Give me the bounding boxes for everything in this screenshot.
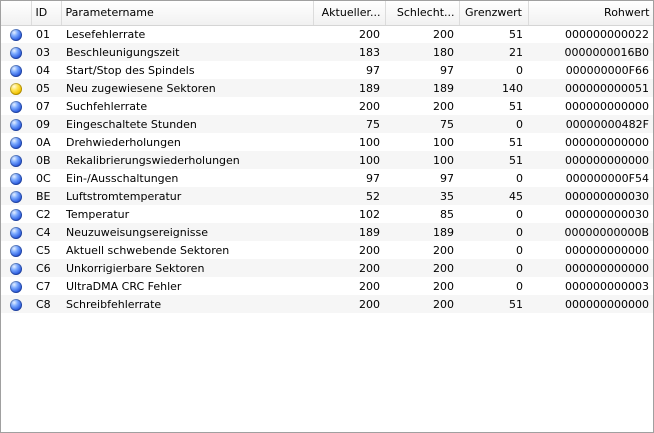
smart-table bbox=[1, 1, 654, 313]
blue-status-icon bbox=[10, 227, 22, 239]
status-cell bbox=[1, 169, 31, 187]
worst-value: 189 bbox=[385, 79, 459, 97]
table-header bbox=[1, 1, 654, 25]
current-value: 97 bbox=[366, 171, 380, 185]
current-value: 200 bbox=[359, 243, 380, 257]
raw-value: 000000000F54 bbox=[565, 171, 649, 185]
status-cell bbox=[1, 133, 31, 151]
raw-value: 000000000F66 bbox=[565, 63, 649, 77]
raw-value: 000000000003 bbox=[565, 279, 649, 293]
status-cell bbox=[1, 25, 31, 43]
threshold-value: 0 bbox=[459, 115, 528, 133]
status-cell bbox=[1, 43, 31, 61]
threshold-value: 0 bbox=[459, 259, 528, 277]
current-value: 189 bbox=[313, 223, 385, 241]
worst-value: 100 bbox=[433, 135, 454, 149]
threshold-value: 0 bbox=[516, 207, 523, 221]
table-row[interactable] bbox=[1, 79, 654, 97]
attribute-name: Luftstromtemperatur bbox=[61, 187, 313, 205]
current-value: 189 bbox=[313, 79, 385, 97]
attribute-name: Lesefehlerrate bbox=[66, 27, 146, 41]
table-row[interactable] bbox=[1, 241, 654, 259]
table-row[interactable] bbox=[1, 169, 654, 187]
raw-value: 000000000051 bbox=[528, 79, 654, 97]
current-value: 75 bbox=[313, 115, 385, 133]
attribute-id: 05 bbox=[31, 79, 61, 97]
status-cell bbox=[1, 277, 31, 295]
attribute-id: C8 bbox=[31, 295, 61, 313]
status-cell bbox=[1, 223, 31, 241]
attribute-id: 07 bbox=[36, 99, 50, 113]
raw-value: 000000000000 bbox=[565, 99, 649, 113]
column-header-threshold[interactable]: Grenzwert bbox=[459, 1, 528, 25]
table-row[interactable] bbox=[1, 115, 654, 133]
worst-value: 97 bbox=[440, 171, 454, 185]
threshold-value: 0 bbox=[516, 63, 523, 77]
attribute-id: 0B bbox=[31, 151, 61, 169]
table-row[interactable] bbox=[1, 295, 654, 313]
worst-value: 200 bbox=[433, 99, 454, 113]
raw-value: 000000000030 bbox=[528, 187, 654, 205]
blue-status-icon bbox=[10, 191, 22, 203]
threshold-value: 0 bbox=[516, 243, 523, 257]
attribute-id: 04 bbox=[36, 63, 50, 77]
worst-value: 85 bbox=[440, 207, 454, 221]
status-cell bbox=[1, 79, 31, 97]
attribute-id: 01 bbox=[36, 27, 50, 41]
raw-value: 000000000030 bbox=[565, 207, 649, 221]
column-header-id[interactable]: ID bbox=[31, 1, 61, 25]
column-header-current[interactable]: Aktueller... bbox=[313, 1, 385, 25]
current-value: 100 bbox=[313, 151, 385, 169]
table-row[interactable] bbox=[1, 259, 654, 277]
threshold-value: 21 bbox=[459, 43, 528, 61]
table-row[interactable] bbox=[1, 61, 654, 79]
blue-status-icon bbox=[10, 119, 22, 131]
column-header-raw[interactable]: Rohwert bbox=[528, 1, 654, 25]
threshold-value: 45 bbox=[459, 187, 528, 205]
blue-status-icon bbox=[10, 137, 22, 149]
worst-value: 200 bbox=[433, 27, 454, 41]
current-value: 200 bbox=[359, 99, 380, 113]
table-row[interactable] bbox=[1, 97, 654, 115]
current-value: 97 bbox=[366, 63, 380, 77]
attribute-name: Aktuell schwebende Sektoren bbox=[66, 243, 230, 257]
blue-status-icon bbox=[10, 209, 22, 221]
raw-value: 000000000000 bbox=[528, 151, 654, 169]
attribute-id: C7 bbox=[36, 279, 51, 293]
blue-status-icon bbox=[10, 65, 22, 77]
raw-value: 00000000482F bbox=[528, 115, 654, 133]
table-row[interactable] bbox=[1, 151, 654, 169]
raw-value: 000000000000 bbox=[565, 135, 649, 149]
raw-value: 000000000000 bbox=[528, 259, 654, 277]
status-cell bbox=[1, 259, 31, 277]
attribute-id: C4 bbox=[31, 223, 61, 241]
blue-status-icon bbox=[10, 281, 22, 293]
current-value: 200 bbox=[313, 259, 385, 277]
worst-value: 35 bbox=[385, 187, 459, 205]
raw-value: 000000000022 bbox=[565, 27, 649, 41]
attribute-id: 0C bbox=[36, 171, 51, 185]
column-header-name[interactable]: Parametername bbox=[61, 1, 313, 25]
status-cell bbox=[1, 97, 31, 115]
attribute-name: Start/Stop des Spindels bbox=[66, 63, 195, 77]
current-value: 102 bbox=[359, 207, 380, 221]
column-header-worst[interactable]: Schlecht... bbox=[385, 1, 459, 25]
raw-value: 0000000016B0 bbox=[528, 43, 654, 61]
status-cell bbox=[1, 61, 31, 79]
status-cell bbox=[1, 205, 31, 223]
threshold-value: 0 bbox=[459, 223, 528, 241]
table-row[interactable] bbox=[1, 187, 654, 205]
threshold-value: 0 bbox=[516, 171, 523, 185]
worst-value: 200 bbox=[385, 295, 459, 313]
attribute-name: Suchfehlerrate bbox=[66, 99, 148, 113]
threshold-value: 51 bbox=[509, 27, 523, 41]
attribute-id: C6 bbox=[31, 259, 61, 277]
table-row[interactable] bbox=[1, 133, 654, 151]
attribute-name: Rekalibrierungswiederholungen bbox=[61, 151, 313, 169]
status-cell bbox=[1, 151, 31, 169]
threshold-value: 140 bbox=[459, 79, 528, 97]
attribute-name: Neu zugewiesene Sektoren bbox=[61, 79, 313, 97]
table-body bbox=[1, 25, 654, 313]
worst-value: 97 bbox=[440, 63, 454, 77]
current-value: 183 bbox=[313, 43, 385, 61]
attribute-name: Eingeschaltete Stunden bbox=[61, 115, 313, 133]
attribute-name: Schreibfehlerrate bbox=[61, 295, 313, 313]
worst-value: 180 bbox=[385, 43, 459, 61]
table-row[interactable] bbox=[1, 205, 654, 223]
attribute-name: Unkorrigierbare Sektoren bbox=[61, 259, 313, 277]
threshold-value: 51 bbox=[509, 99, 523, 113]
worst-value: 189 bbox=[385, 223, 459, 241]
blue-status-icon bbox=[10, 263, 22, 275]
attribute-name: UltraDMA CRC Fehler bbox=[66, 279, 182, 293]
current-value: 200 bbox=[359, 27, 380, 41]
blue-status-icon bbox=[10, 47, 22, 59]
worst-value: 75 bbox=[385, 115, 459, 133]
status-cell bbox=[1, 295, 31, 313]
worst-value: 100 bbox=[385, 151, 459, 169]
yellow-status-icon bbox=[10, 83, 22, 95]
raw-value: 000000000000 bbox=[528, 295, 654, 313]
attribute-name: Ein-/Ausschaltungen bbox=[66, 171, 179, 185]
status-cell bbox=[1, 187, 31, 205]
current-value: 100 bbox=[359, 135, 380, 149]
attribute-name: Beschleunigungszeit bbox=[61, 43, 313, 61]
table-row[interactable] bbox=[1, 277, 654, 295]
blue-status-icon bbox=[10, 29, 22, 41]
attribute-id: C2 bbox=[36, 207, 51, 221]
status-cell bbox=[1, 115, 31, 133]
status-cell bbox=[1, 241, 31, 259]
attribute-id: BE bbox=[31, 187, 61, 205]
worst-value: 200 bbox=[433, 279, 454, 293]
raw-value: 000000000000 bbox=[565, 243, 649, 257]
table-row[interactable] bbox=[1, 43, 654, 61]
current-value: 52 bbox=[313, 187, 385, 205]
current-value: 200 bbox=[359, 279, 380, 293]
worst-value: 200 bbox=[385, 259, 459, 277]
blue-status-icon bbox=[10, 299, 22, 311]
attribute-id: 09 bbox=[31, 115, 61, 133]
raw-value: 00000000000B bbox=[528, 223, 654, 241]
attribute-name: Neuzuweisungsereignisse bbox=[61, 223, 313, 241]
worst-value: 200 bbox=[433, 243, 454, 257]
attribute-name: Drehwiederholungen bbox=[66, 135, 181, 149]
attribute-id: C5 bbox=[36, 243, 51, 257]
attribute-id: 03 bbox=[31, 43, 61, 61]
blue-status-icon bbox=[10, 173, 22, 185]
threshold-value: 51 bbox=[509, 135, 523, 149]
blue-status-icon bbox=[10, 155, 22, 167]
threshold-value: 51 bbox=[459, 151, 528, 169]
attribute-name: Temperatur bbox=[66, 207, 130, 221]
threshold-value: 0 bbox=[516, 279, 523, 293]
column-header-status[interactable] bbox=[1, 1, 31, 25]
attribute-id: 0A bbox=[36, 135, 51, 149]
table-row[interactable] bbox=[1, 25, 654, 43]
blue-status-icon bbox=[10, 101, 22, 113]
blue-status-icon bbox=[10, 245, 22, 257]
threshold-value: 51 bbox=[459, 295, 528, 313]
current-value: 200 bbox=[313, 295, 385, 313]
table-row[interactable] bbox=[1, 223, 654, 241]
